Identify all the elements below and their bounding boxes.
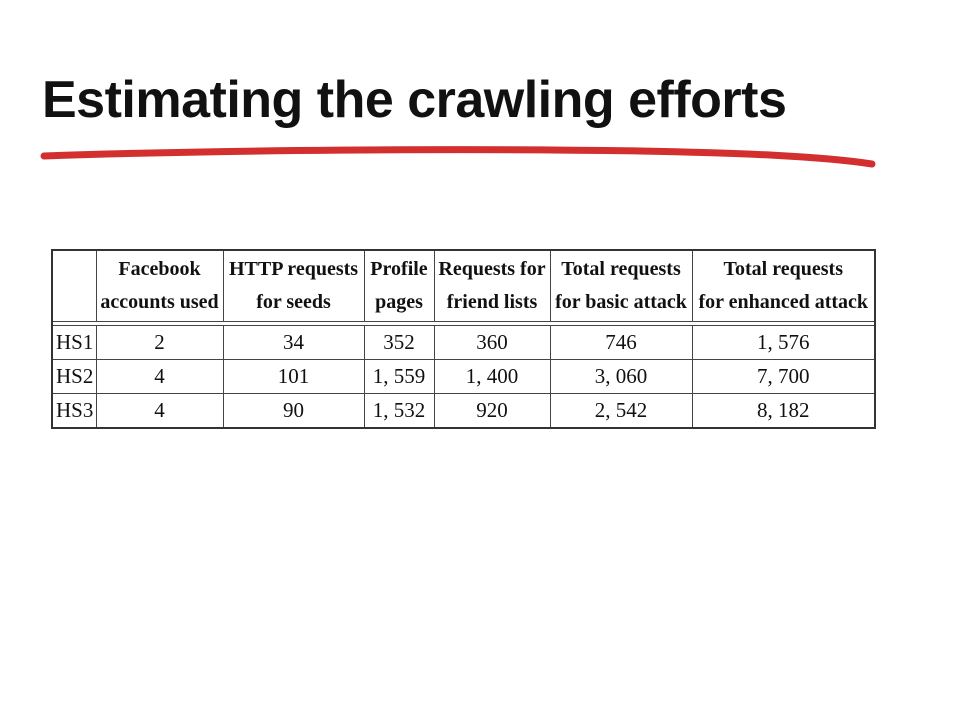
table-cell: 7, 700: [692, 360, 875, 394]
table-cell: 8, 182: [692, 394, 875, 429]
header-line: for enhanced attack: [698, 291, 869, 313]
table-cell: 1, 400: [434, 360, 550, 394]
header-line: accounts used: [100, 291, 219, 313]
table-cell: 2: [96, 326, 223, 360]
header-line: Profile: [370, 258, 428, 280]
row-label: HS2: [52, 360, 96, 394]
table-header-row: [52, 250, 875, 322]
header-cell: [692, 250, 875, 322]
table-row: [52, 326, 875, 360]
header-line: pages: [375, 291, 423, 313]
header-line: for seeds: [256, 291, 331, 313]
title-underline: [40, 142, 880, 174]
underline-stroke: [44, 150, 872, 164]
header-cell: [96, 250, 223, 322]
table-cell: 1, 532: [364, 394, 434, 429]
header-line: Total requests: [561, 258, 681, 280]
table-cell: 352: [364, 326, 434, 360]
header-line: friend lists: [446, 291, 538, 313]
header-cell: [550, 250, 692, 322]
header-cell: [434, 250, 550, 322]
table-cell: 1, 559: [364, 360, 434, 394]
table-cell: 746: [550, 326, 692, 360]
header-cell: [223, 250, 364, 322]
table-cell: 1, 576: [692, 326, 875, 360]
row-label: HS1: [52, 326, 96, 360]
table-cell: 4: [96, 360, 223, 394]
table-row: [52, 360, 875, 394]
table-row: [52, 394, 875, 429]
row-label: HS3: [52, 394, 96, 429]
crawling-efforts-table: [51, 249, 876, 429]
table-cell: 4: [96, 394, 223, 429]
header-cell-empty: [52, 250, 96, 322]
header-line: Requests for: [438, 258, 546, 280]
header-line: HTTP requests: [228, 258, 359, 280]
header-line: Facebook: [118, 258, 201, 280]
header-cell: [364, 250, 434, 322]
table-cell: 34: [223, 326, 364, 360]
slide-title: Estimating the crawling efforts: [42, 71, 787, 129]
table-cell: 3, 060: [550, 360, 692, 394]
table-cell: 2, 542: [550, 394, 692, 429]
table-cell: 920: [434, 394, 550, 429]
table-container: [51, 249, 874, 429]
table-cell: 101: [223, 360, 364, 394]
table-cell: 90: [223, 394, 364, 429]
header-line: Total requests: [723, 258, 843, 280]
table-cell: 360: [434, 326, 550, 360]
header-line: for basic attack: [555, 291, 687, 313]
